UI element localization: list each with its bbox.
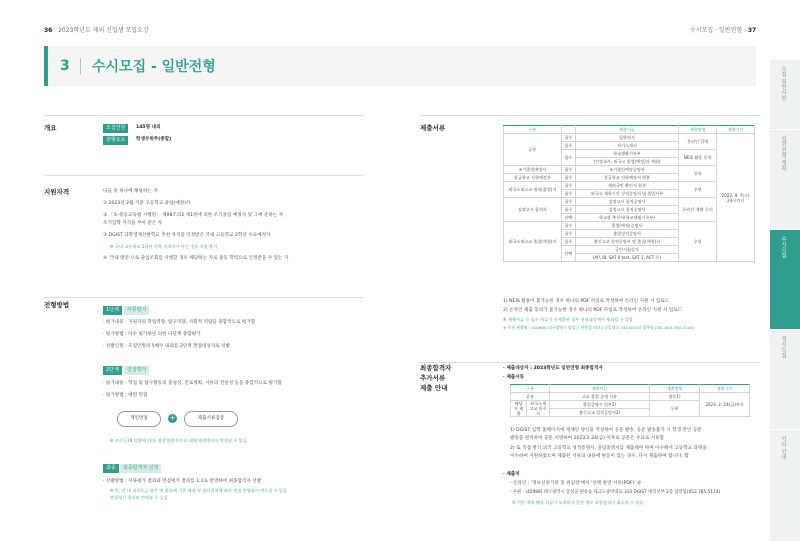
additional-label: 최종합격자 bbox=[420, 364, 452, 372]
submit-note: ※ 기한 내에 해당 서류가 도착하지 않은 경우 최종합격이 취소될 수 있음 bbox=[512, 500, 644, 505]
plus-icon: + bbox=[169, 414, 176, 422]
step1-pill: 1단계 bbox=[103, 306, 122, 315]
eligibility-line: 다음 중 하나에 해당하는 자 bbox=[103, 189, 158, 194]
side-tab-etc[interactable]: 기타 안내 bbox=[770, 430, 800, 542]
col-header: 제출서류 bbox=[575, 126, 679, 134]
step1-line: · 평가내용 : 지원자의 학업역량, 탐구역량, 사회적 역량을 종합적으로 평가함 bbox=[103, 320, 256, 325]
step2-note: ※ 코로나19 상황에 따라, 화상면접 등으로 대체 면접방식이 변경될 수 있음 bbox=[110, 438, 247, 443]
eligibility-line: ④ '국내 방문'으로 졸업조회를 시행할 경우 해당하는 자로 중등 학력으로 인정받을 수 있는 자 bbox=[103, 256, 289, 261]
table-row: 필수 출신고교 성적증명서 및 졸업(예정)서 bbox=[504, 238, 755, 246]
final-note: 면접평가 결과의 반영률 수 있음 bbox=[110, 495, 168, 500]
header-left-title: 2023학년도 재외 신입생 모집요강 bbox=[58, 27, 149, 34]
table-row: 해당자 제출 외국소재고교 이수자 졸업증명서 원본2) 우편 bbox=[511, 401, 750, 409]
section-title: 수시모집 - 일반전형 bbox=[92, 59, 216, 75]
additional-label: 제출 안내 bbox=[420, 384, 448, 392]
step1-title: 서류평가 bbox=[124, 306, 149, 315]
docs-label: 제출서류 bbox=[420, 124, 446, 132]
submit-line: - 우편 : (42988) 대구광역시 달성군 현풍읍 테크노중앙대로 333 DGIST 대학본부 2층 입학팀(053.785.5114) bbox=[510, 490, 721, 495]
side-tab-plan[interactable]: 입학전형 계획 bbox=[770, 130, 800, 230]
side-tab-general[interactable]: 모집 일반사항 bbox=[770, 60, 800, 130]
table-row: 공통 고교 졸업 증명 사유 방문1) 2023. 2. 24(금)까지 bbox=[511, 393, 750, 401]
table-row: 외국소재고교 졸업(예정)자 필수 졸업(예정)증명서 우편 bbox=[504, 222, 755, 230]
final-line: · 선발방법 : 서류평가 결과와 면접평가 결과를 1:1로 반영하여 최종합격자 선발 bbox=[103, 479, 262, 484]
docs-note: ※ 제출서류 중 필수 서류가 미제출된 경우 전형대상에서 제외될 수 있음 bbox=[503, 317, 634, 322]
running-header-right bbox=[690, 25, 756, 34]
divider-selection bbox=[44, 297, 364, 298]
col-header: 제출기간 bbox=[717, 126, 755, 134]
eligibility-note: ※ 국내 고등학교 2학년 진학 자격자가 아닌 경우 지원 불가 bbox=[110, 244, 218, 249]
col-header: 구분 bbox=[504, 126, 562, 134]
step2-line: · 평가내용 : 학업 및 탐구활동의 충실성, 진로계획, 서류의 진실성 등을 종합적으로 평가함 bbox=[103, 381, 282, 386]
title-divider bbox=[80, 58, 81, 74]
table-row: 검정고시 합격자 필수 검정고시 합격증명서 온라인 제출 동의 bbox=[504, 198, 755, 206]
additional-note: 발송을 원칙하여 공문 서명하여 2023.2.24(금) 이후로 공문은 우표로 서류함 bbox=[510, 436, 665, 441]
table-row: 필수 학교생활기록부 NEIS 활용 동의 bbox=[504, 150, 755, 158]
eligibility-line: 조기입학 자격을 부여 받은 자 bbox=[103, 221, 163, 226]
additional-note: 2) 또 직접 방식 외국 고등학교 성적증명서, 졸업증명서를 제출해야 하며 이수해서 고등학교 과정을 bbox=[510, 446, 707, 451]
additional-table bbox=[510, 384, 750, 417]
flow-box-interview: 개인면접 bbox=[117, 411, 161, 427]
elements-pill: 전형요소 bbox=[103, 136, 128, 145]
docs-table bbox=[503, 125, 755, 262]
docs-note: 1) NEIS 활용이 불가능한 경우 하나의 PDF 파일로 작성하여 온라인 지원 시 업로드 bbox=[503, 299, 670, 304]
divider-eligibility bbox=[44, 175, 364, 176]
table-header-row bbox=[504, 126, 755, 134]
table-row: 선택 공인시험성적 bbox=[504, 246, 755, 254]
additional-note: 1) DGIST 입학 홈페이지에 게재된 양식을 작성하여 공문 발송, 공문 발송불가 시 학생 본인 공문 bbox=[510, 428, 702, 433]
table-row: 필수 자기소개서 bbox=[504, 142, 755, 150]
final-pill: 최종 bbox=[103, 464, 119, 473]
side-tab-rolling[interactable]: 수시모집 bbox=[770, 230, 800, 330]
quota-value: 145명 내외 bbox=[136, 125, 161, 130]
section-number: 3 bbox=[60, 58, 70, 74]
step2-line: · 평가방법 : 대면 면접 bbox=[103, 393, 148, 398]
table-row: 필수 검정고시 성적증명서 bbox=[504, 206, 755, 214]
running-header-left bbox=[44, 25, 149, 34]
step1-line: · 평가방법 : 다수 평가위원 의한 다단계 종합평가 bbox=[103, 332, 201, 337]
header-right-title: 수시모집 · 일반전형 bbox=[690, 27, 743, 34]
docs-note: 2) 온라인 제출 동의가 불가능한 경우 하나의 PDF 파일로 작성하여 온라인 지원 시 업로드 bbox=[503, 308, 683, 313]
table-row: 선택 학교장 추천서(학교생활기록부) bbox=[504, 214, 755, 222]
final-title: 최종합격자 선정 bbox=[120, 464, 161, 473]
table-row: (AP, IB, SAT II test, SAT 1, ACT 등) bbox=[504, 254, 755, 262]
additional-note: 이수하여 지원하였으며 제출된 서류의 내용에 변동이 있는 경우, 다시 제출하여 합니다. 함 bbox=[510, 454, 689, 459]
table-row: 필수 외국고 재학기간 성적증명서 및 졸업사본 bbox=[504, 190, 755, 198]
col-header: 제출방법 bbox=[679, 126, 717, 134]
divider-docs bbox=[420, 115, 760, 116]
step2-pill: 2단계 bbox=[103, 366, 122, 375]
additional-target: · 제출대상자 : 2023학년도 일반전형 최종합격자 bbox=[503, 366, 603, 371]
table-header-row: 구분 제출서류 제출방법 제출기간 bbox=[511, 385, 750, 393]
additional-doc-title: · 제출서류 bbox=[503, 375, 525, 380]
divider-overview bbox=[44, 115, 364, 116]
col-header bbox=[561, 126, 575, 134]
table-row: 조기졸업예정자 필수 조기졸업예정증명서 등록 bbox=[504, 166, 755, 174]
submit-title: · 제출처 bbox=[503, 472, 520, 477]
table-row: 외국소재고교 재학(졸업)자 필수 재외국민 확인서 원본 우편 bbox=[504, 182, 755, 190]
table-row: 필수 졸업성적증명서 bbox=[504, 230, 755, 238]
side-tab-regular[interactable]: 정시모집 bbox=[770, 330, 800, 430]
final-note: ※ 단, 각 내 과목등급 평가 및 발표에 기준 배점 및 심사결과에 따라 면접 반영률이 변동될 수 있음 bbox=[110, 488, 288, 493]
eligibility-label: 지원자격 bbox=[44, 188, 70, 196]
eligibility-line: ② 「초·중등교육법 시행령」 제98조의2 제1항에 의한 조기졸업 예정자 및 그에 준하는 자 bbox=[103, 213, 284, 218]
page-number-left: 36 bbox=[44, 27, 53, 34]
quota-pill: 모집인원 bbox=[103, 124, 128, 133]
selection-label: 전형방법 bbox=[44, 301, 70, 309]
table-row: 공통 필수 입학원서 온라인 입력 2022. 9. 7(수) 24시까지 bbox=[504, 134, 755, 142]
table-row: 출신고교 성적증명서2) bbox=[511, 409, 750, 417]
page-number-right: 37 bbox=[747, 27, 757, 34]
additional-label: 추가서류 bbox=[420, 374, 446, 382]
step2-title: 면접평가 bbox=[124, 366, 149, 375]
table-row: (인정교사, 외국고 졸업(예정)자 제외) bbox=[504, 158, 755, 166]
flow-box-document-check: 제출서류검증 bbox=[184, 411, 238, 427]
submit-line: - 온라인 : '정보신청기관 및 위임장'에서 '선택 관련 서류(PDF)' 순 bbox=[510, 481, 642, 486]
elements-value: 학생부위주(종합) bbox=[136, 137, 172, 142]
eligibility-line: ① 2023년 2월 기준 고등학교 졸업(예정)자 bbox=[103, 201, 191, 206]
table-row: 상급학교 진학예정자 필수 상급학교 진학예정서 원본 bbox=[504, 174, 755, 182]
step1-line: · 선발인원 : 모집인원의 5배수 내외를 2단계 면접대상자로 선발 bbox=[103, 344, 231, 349]
eligibility-line: ③ DGIST 과학영재선발학교 추천 자격을 인정받은 국내 고등학교 2학년 수료예정자 bbox=[103, 233, 271, 238]
divider-additional bbox=[420, 362, 760, 363]
docs-note: ※ 우편 제출처 : (42988) 대구광역시 달성군 현풍읍 테크노중앙대로 333 DGIST 입학팀 (TEL:053-785-5114) bbox=[503, 325, 694, 330]
overview-label: 개요 bbox=[44, 124, 57, 132]
